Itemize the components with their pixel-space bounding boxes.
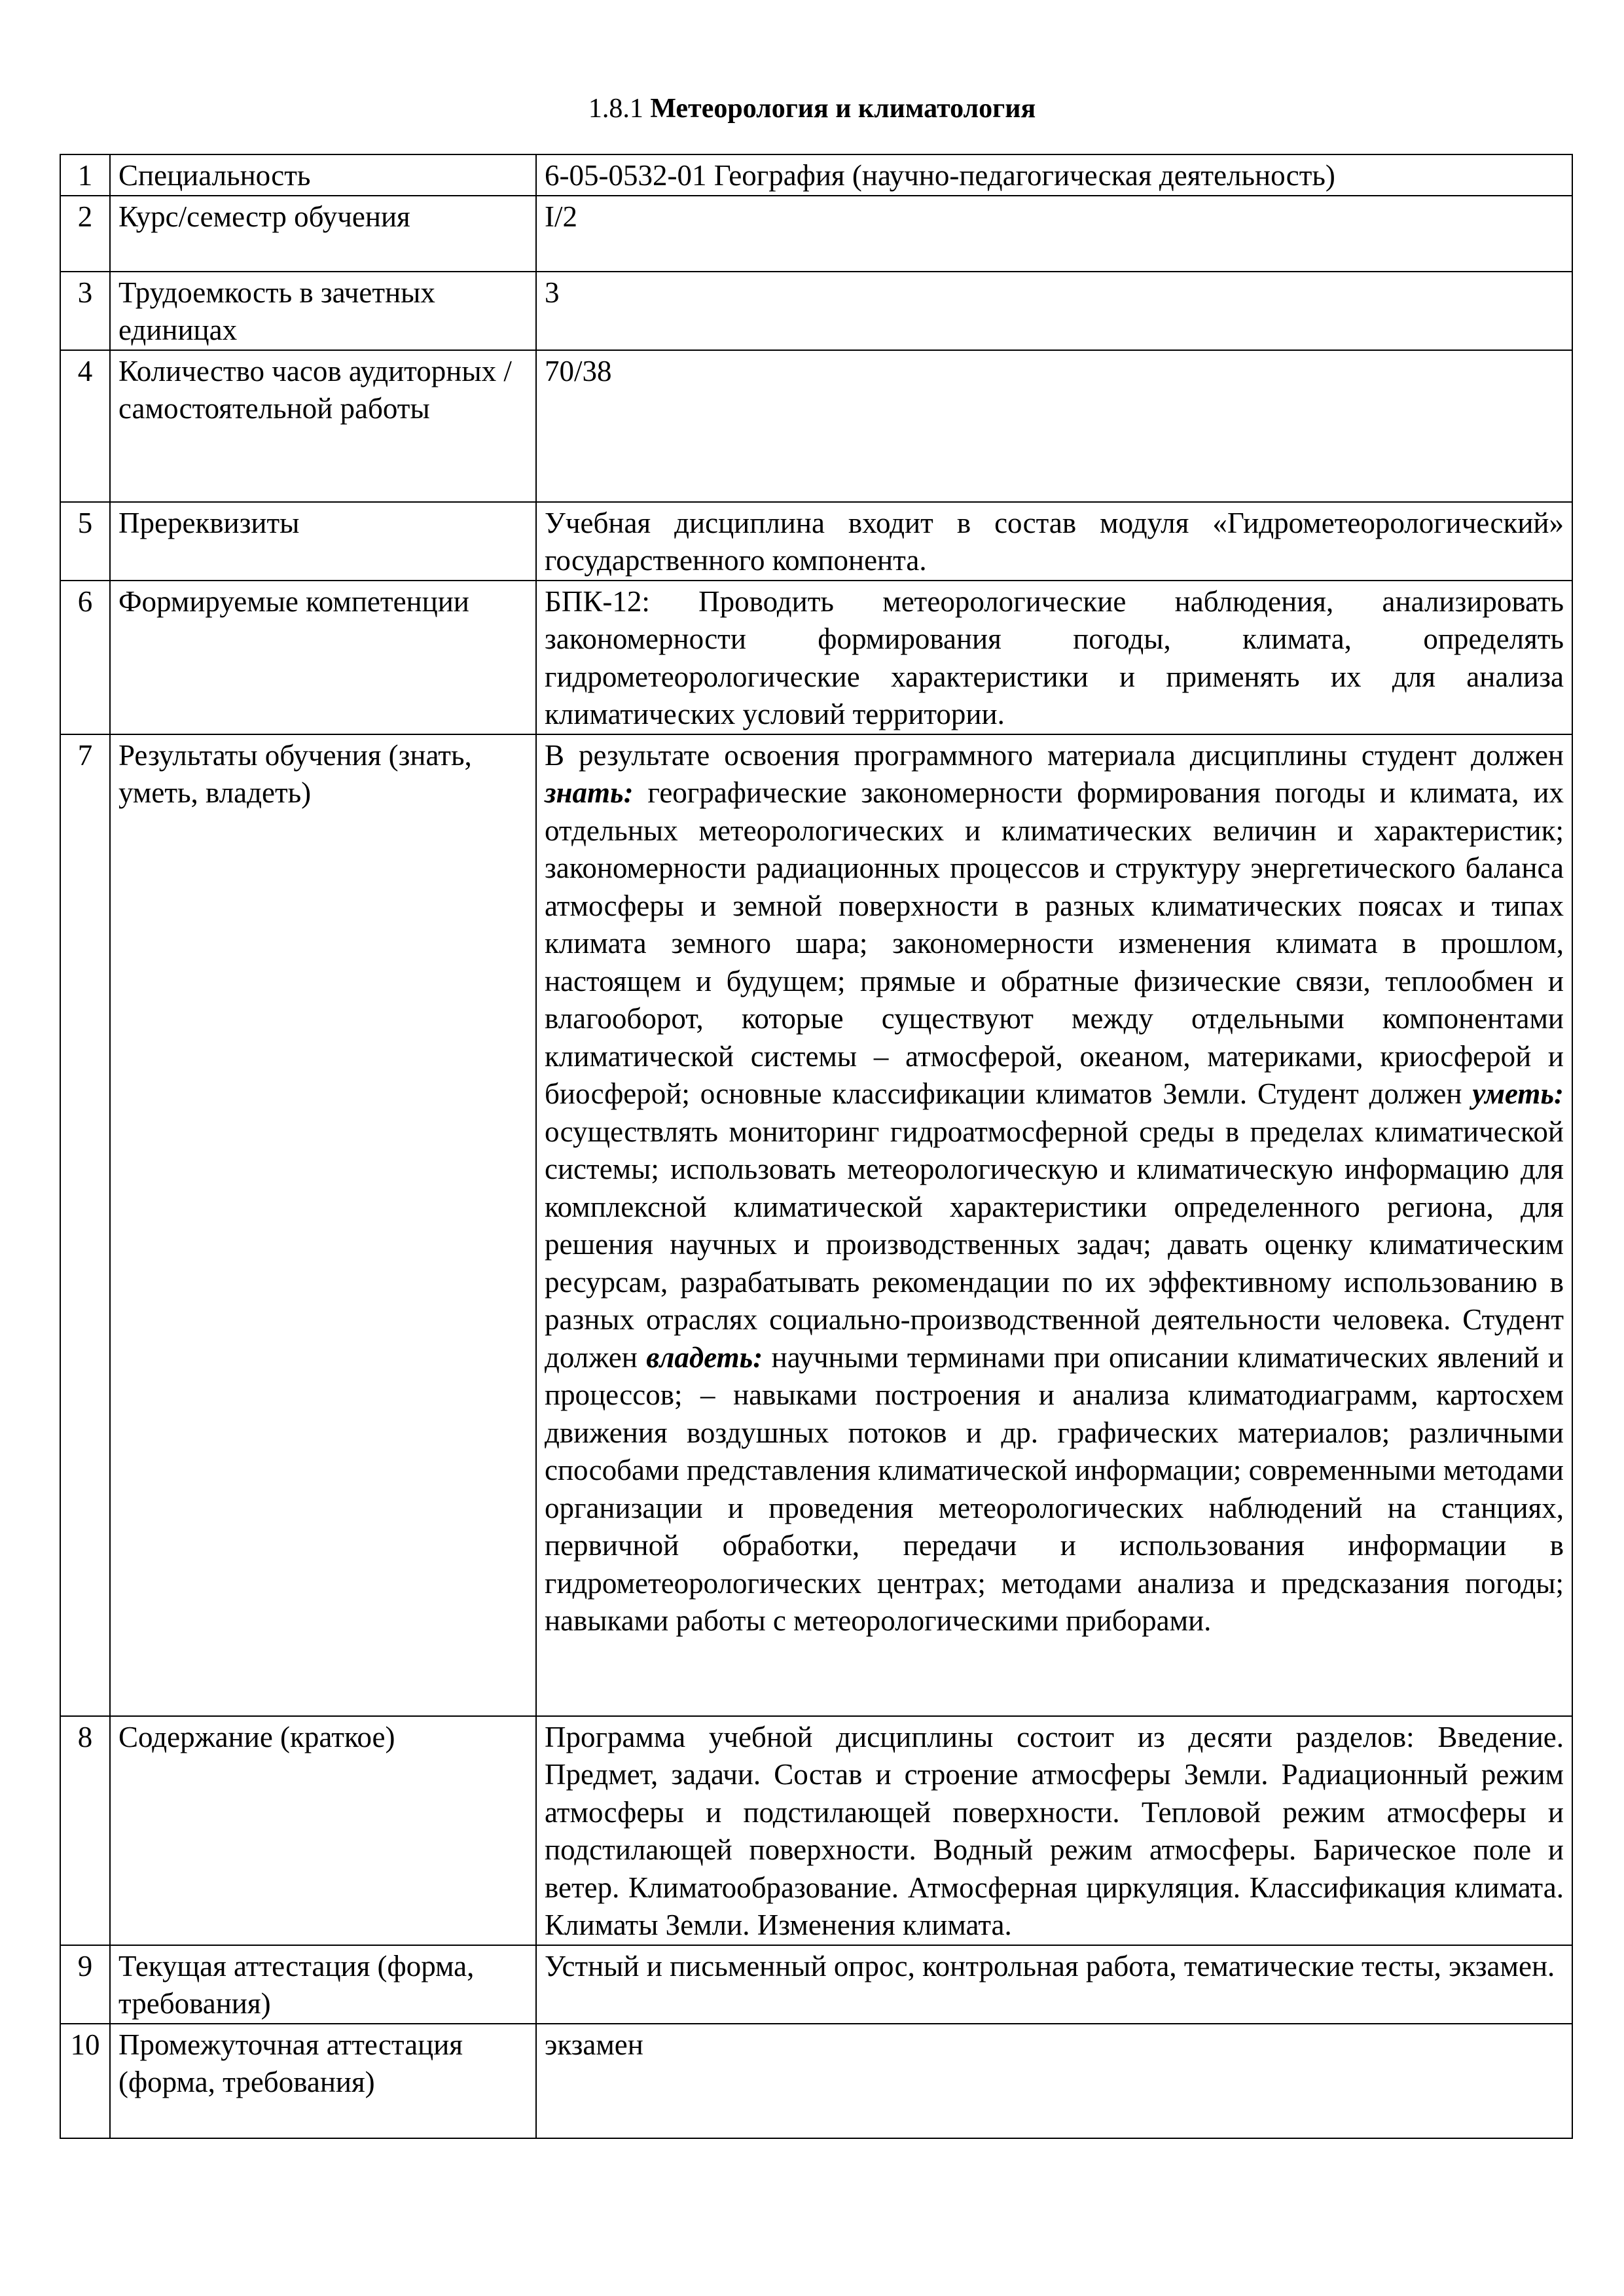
document-title bbox=[0, 92, 1624, 126]
table-row bbox=[60, 272, 1572, 350]
row-number: 3 bbox=[60, 272, 110, 350]
table-row bbox=[60, 581, 1572, 734]
table-row bbox=[60, 1945, 1572, 2024]
row-label: Количество часов аудиторных / самостоятельной работы bbox=[110, 350, 536, 502]
row-label: Специальность bbox=[110, 154, 536, 196]
row-value: I/2 bbox=[536, 196, 1572, 272]
row-label: Промежуточная аттестация (форма, требования) bbox=[110, 2024, 536, 2138]
row-number: 4 bbox=[60, 350, 110, 502]
table-row bbox=[60, 1716, 1572, 1945]
row-value: 3 bbox=[536, 272, 1572, 350]
learning-outcomes-text: научными терминами при описании климатических явлений и процессов; – навыками построения и анализа климатодиаграмм, картосхем движения воздушных потоков и др. графических материалов; различными способами представления климатической информации; современными методами организации и проведения метеорологических наблюдений на станциях, первичной обработки, передачи и использования информации в гидрометеорологических центрах; методами анализа и предсказания погоды; навыками работы с метеорологическими приборами. bbox=[545, 1340, 1564, 1637]
row-number: 5 bbox=[60, 502, 110, 581]
row-label: Трудоемкость в зачетных единицах bbox=[110, 272, 536, 350]
row-label: Курс/семестр обучения bbox=[110, 196, 536, 272]
table-row bbox=[60, 2024, 1572, 2138]
row-value: БПК-12: Проводить метеорологические наблюдения, анализировать закономерности формирования погоды, климата, определять гидрометеорологические характеристики и применять их для анализа климатических условий территории. bbox=[536, 581, 1572, 734]
table-row bbox=[60, 196, 1572, 272]
row-value: Устный и письменный опрос, контрольная работа, тематические тесты, экзамен. bbox=[536, 1945, 1572, 2024]
row-number: 7 bbox=[60, 734, 110, 1716]
learning-outcomes-text: географические закономерности формирования погоды и климата, их отдельных метеорологических и климатических величин и характеристик; закономерности радиационных процессов и структуру энергетического баланса атмосферы и земной поверхности в разных климатических поясах и типах климата земного шара; закономерности изменения климата в прошлом, настоящем и будущем; прямые и обратные физические связи, теплообмен и влагооборот, которые существуют между отдельными компонентами климатической системы – атмосферой, океаном, материками, криосферой и биосферой; основные классификации климатов Земли. Студент должен bbox=[545, 776, 1564, 1110]
row-value: Учебная дисциплина входит в состав модуля «Гидрометеорологический» государственного компонента. bbox=[536, 502, 1572, 581]
table-row bbox=[60, 350, 1572, 502]
row-label: Формируемые компетенции bbox=[110, 581, 536, 734]
row-label: Пререквизиты bbox=[110, 502, 536, 581]
discipline-title: Метеорология и климатология bbox=[650, 94, 1036, 124]
row-number: 10 bbox=[60, 2024, 110, 2138]
keyword-know: знать: bbox=[545, 776, 634, 809]
keyword-master: владеть: bbox=[646, 1340, 763, 1374]
row-value: Программа учебной дисциплины состоит из десяти разделов: Введение. Предмет, задачи. Состав и строение атмосферы Земли. Радиационный режим атмосферы и подстилающей поверхности. Тепловой режим атмосферы и подстилающей поверхности. Водный режим атмосферы. Барическое поле и ветер. Климатообразование. Атмосферная циркуляция. Классификация климата. Климаты Земли. Изменения климата. bbox=[536, 1716, 1572, 1945]
row-value: 70/38 bbox=[536, 350, 1572, 502]
learning-outcomes-text: осуществлять мониторинг гидроатмосферной среды в пределах климатической системы; использовать метеорологическую и климатическую информацию для комплексной климатической характеристики определенного региона, для решения научных и производственных задач; давать оценку климатическим ресурсам, разрабатывать рекомендации по их эффективному использованию в разных отраслях социально-производственной деятельности человека. Студент должен bbox=[545, 1115, 1564, 1374]
row-value: экзамен bbox=[536, 2024, 1572, 2138]
row-number: 1 bbox=[60, 154, 110, 196]
table-row bbox=[60, 734, 1572, 1716]
row-number: 9 bbox=[60, 1945, 110, 2024]
keyword-be-able: уметь: bbox=[1472, 1077, 1564, 1110]
row-label: Текущая аттестация (форма, требования) bbox=[110, 1945, 536, 2024]
table-row bbox=[60, 154, 1572, 196]
row-value bbox=[536, 734, 1572, 1716]
discipline-info-table bbox=[60, 154, 1573, 2139]
table-row bbox=[60, 502, 1572, 581]
row-label: Содержание (краткое) bbox=[110, 1716, 536, 1945]
row-value: 6-05-0532-01 География (научно-педагогическая деятельность) bbox=[536, 154, 1572, 196]
row-number: 2 bbox=[60, 196, 110, 272]
section-number: 1.8.1 bbox=[588, 94, 643, 124]
row-label: Результаты обучения (знать, уметь, владеть) bbox=[110, 734, 536, 1716]
row-number: 8 bbox=[60, 1716, 110, 1945]
learning-outcomes-text: В результате освоения программного материала дисциплины студент должен bbox=[545, 738, 1564, 772]
row-number: 6 bbox=[60, 581, 110, 734]
